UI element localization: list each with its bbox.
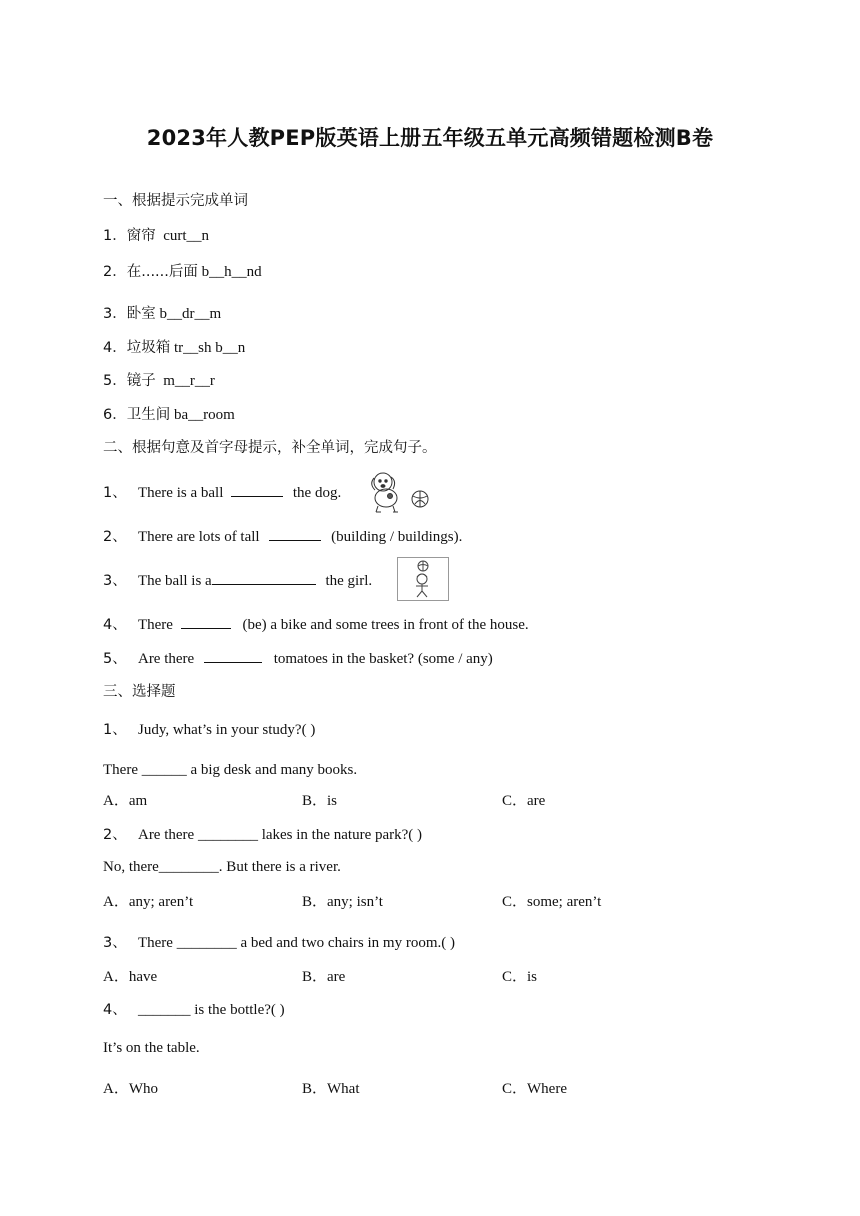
question-stem: There ________ a bed and two chairs in my room.( ) [137, 935, 455, 951]
item-number: 6． [103, 407, 127, 423]
fill-item-5 [103, 649, 493, 669]
sentence-end: tomatoes in the basket? (some / any) [269, 651, 493, 667]
vocab-item-1 [103, 226, 209, 246]
chinese-hint: 窗帘 [126, 228, 156, 244]
section-3-heading: 三、选择题 [103, 684, 176, 700]
chinese-hint: 镜子 [126, 373, 156, 389]
word-prompt: curt__n [163, 228, 210, 244]
vocab-item-2 [103, 262, 262, 282]
sentence-end: the dog. [289, 485, 342, 501]
question-stem: Are there ________ lakes in the nature park?( ) [137, 827, 423, 843]
question-line-2: There ______ a big desk and many books. [103, 762, 358, 778]
option-b[interactable]: B．any; isn’t [302, 894, 383, 910]
item-number: 3、 [103, 573, 127, 589]
dog-with-ball-picture [366, 468, 432, 516]
item-number: 5、 [103, 651, 127, 667]
option-b[interactable]: B．What [302, 1081, 360, 1097]
option-c[interactable]: C．are [502, 793, 546, 809]
choice-question-1 [103, 720, 315, 740]
girl-with-ball-picture [397, 557, 449, 601]
option-a[interactable]: A．am [103, 793, 148, 809]
word-prompt: b__dr__m [159, 306, 222, 322]
item-number: 4、 [103, 1002, 127, 1018]
chinese-hint: 卫生间 [126, 407, 171, 423]
option-b[interactable]: B．is [302, 793, 338, 809]
word-prompt: m__r__r [163, 373, 215, 389]
item-number: 2． [103, 264, 127, 280]
item-number: 4、 [103, 617, 127, 633]
word-prompt: b__h__nd [201, 264, 262, 280]
option-c[interactable]: C．is [502, 969, 538, 985]
item-number: 1、 [103, 485, 127, 501]
choice-question-2 [103, 825, 422, 845]
choice-question-4 [103, 1000, 285, 1020]
sentence-start: The ball is a [137, 573, 212, 589]
answer-blank[interactable] [231, 484, 283, 497]
item-number: 3、 [103, 935, 127, 951]
fill-item-2 [103, 527, 462, 547]
question-stem: Judy, what’s in your study?( ) [137, 722, 316, 738]
question-stem: _______ is the bottle?( ) [137, 1002, 285, 1018]
choice-question-3 [103, 933, 455, 953]
answer-blank[interactable] [269, 528, 321, 541]
option-a[interactable]: A．any; aren’t [103, 894, 194, 910]
sentence-start: There [137, 617, 177, 633]
option-a[interactable]: A．Who [103, 1081, 158, 1097]
sentence-start: There is a ball [137, 485, 228, 501]
chinese-hint: 垃圾箱 [126, 340, 171, 356]
word-prompt: ba__room [173, 407, 235, 423]
vocab-item-4 [103, 338, 245, 358]
vocab-item-5 [103, 371, 215, 391]
option-c[interactable]: C．some; aren’t [502, 894, 602, 910]
sentence-start: Are there [137, 651, 198, 667]
sentence-end: (be) a bike and some trees in front of the house. [238, 617, 529, 633]
section-1-heading: 一、根据提示完成单词 [103, 193, 248, 209]
fill-item-3 [103, 571, 372, 591]
answer-blank[interactable] [181, 616, 231, 629]
question-line-2: It’s on the table. [103, 1040, 200, 1056]
item-number: 5． [103, 373, 127, 389]
option-b[interactable]: B．are [302, 969, 346, 985]
answer-blank[interactable] [204, 650, 262, 663]
fill-item-4 [103, 615, 529, 635]
word-prompt: tr__sh b__n [173, 340, 246, 356]
sentence-end: (building / buildings). [327, 529, 463, 545]
answer-blank[interactable] [212, 572, 316, 585]
item-number: 3． [103, 306, 127, 322]
vocab-item-6 [103, 405, 235, 425]
page-title: 2023年人教PEP版英语上册五年级五单元高频错题检测B卷 [146, 126, 714, 150]
sentence-start: There are lots of tall [137, 529, 264, 545]
vocab-item-3 [103, 304, 221, 324]
item-number: 4． [103, 340, 127, 356]
fill-item-1 [103, 483, 341, 503]
option-c[interactable]: C．Where [502, 1081, 567, 1097]
question-line-2: No, there________. But there is a river. [103, 859, 341, 875]
option-a[interactable]: A．have [103, 969, 158, 985]
item-number: 2、 [103, 827, 127, 843]
item-number: 1． [103, 228, 127, 244]
item-number: 1、 [103, 722, 127, 738]
chinese-hint: 卧室 [126, 306, 156, 322]
chinese-hint: 在......后面 [126, 264, 198, 280]
item-number: 2、 [103, 529, 127, 545]
sentence-end: the girl. [321, 573, 373, 589]
section-2-heading: 二、根据句意及首字母提示，补全单词，完成句子。 [103, 440, 437, 456]
